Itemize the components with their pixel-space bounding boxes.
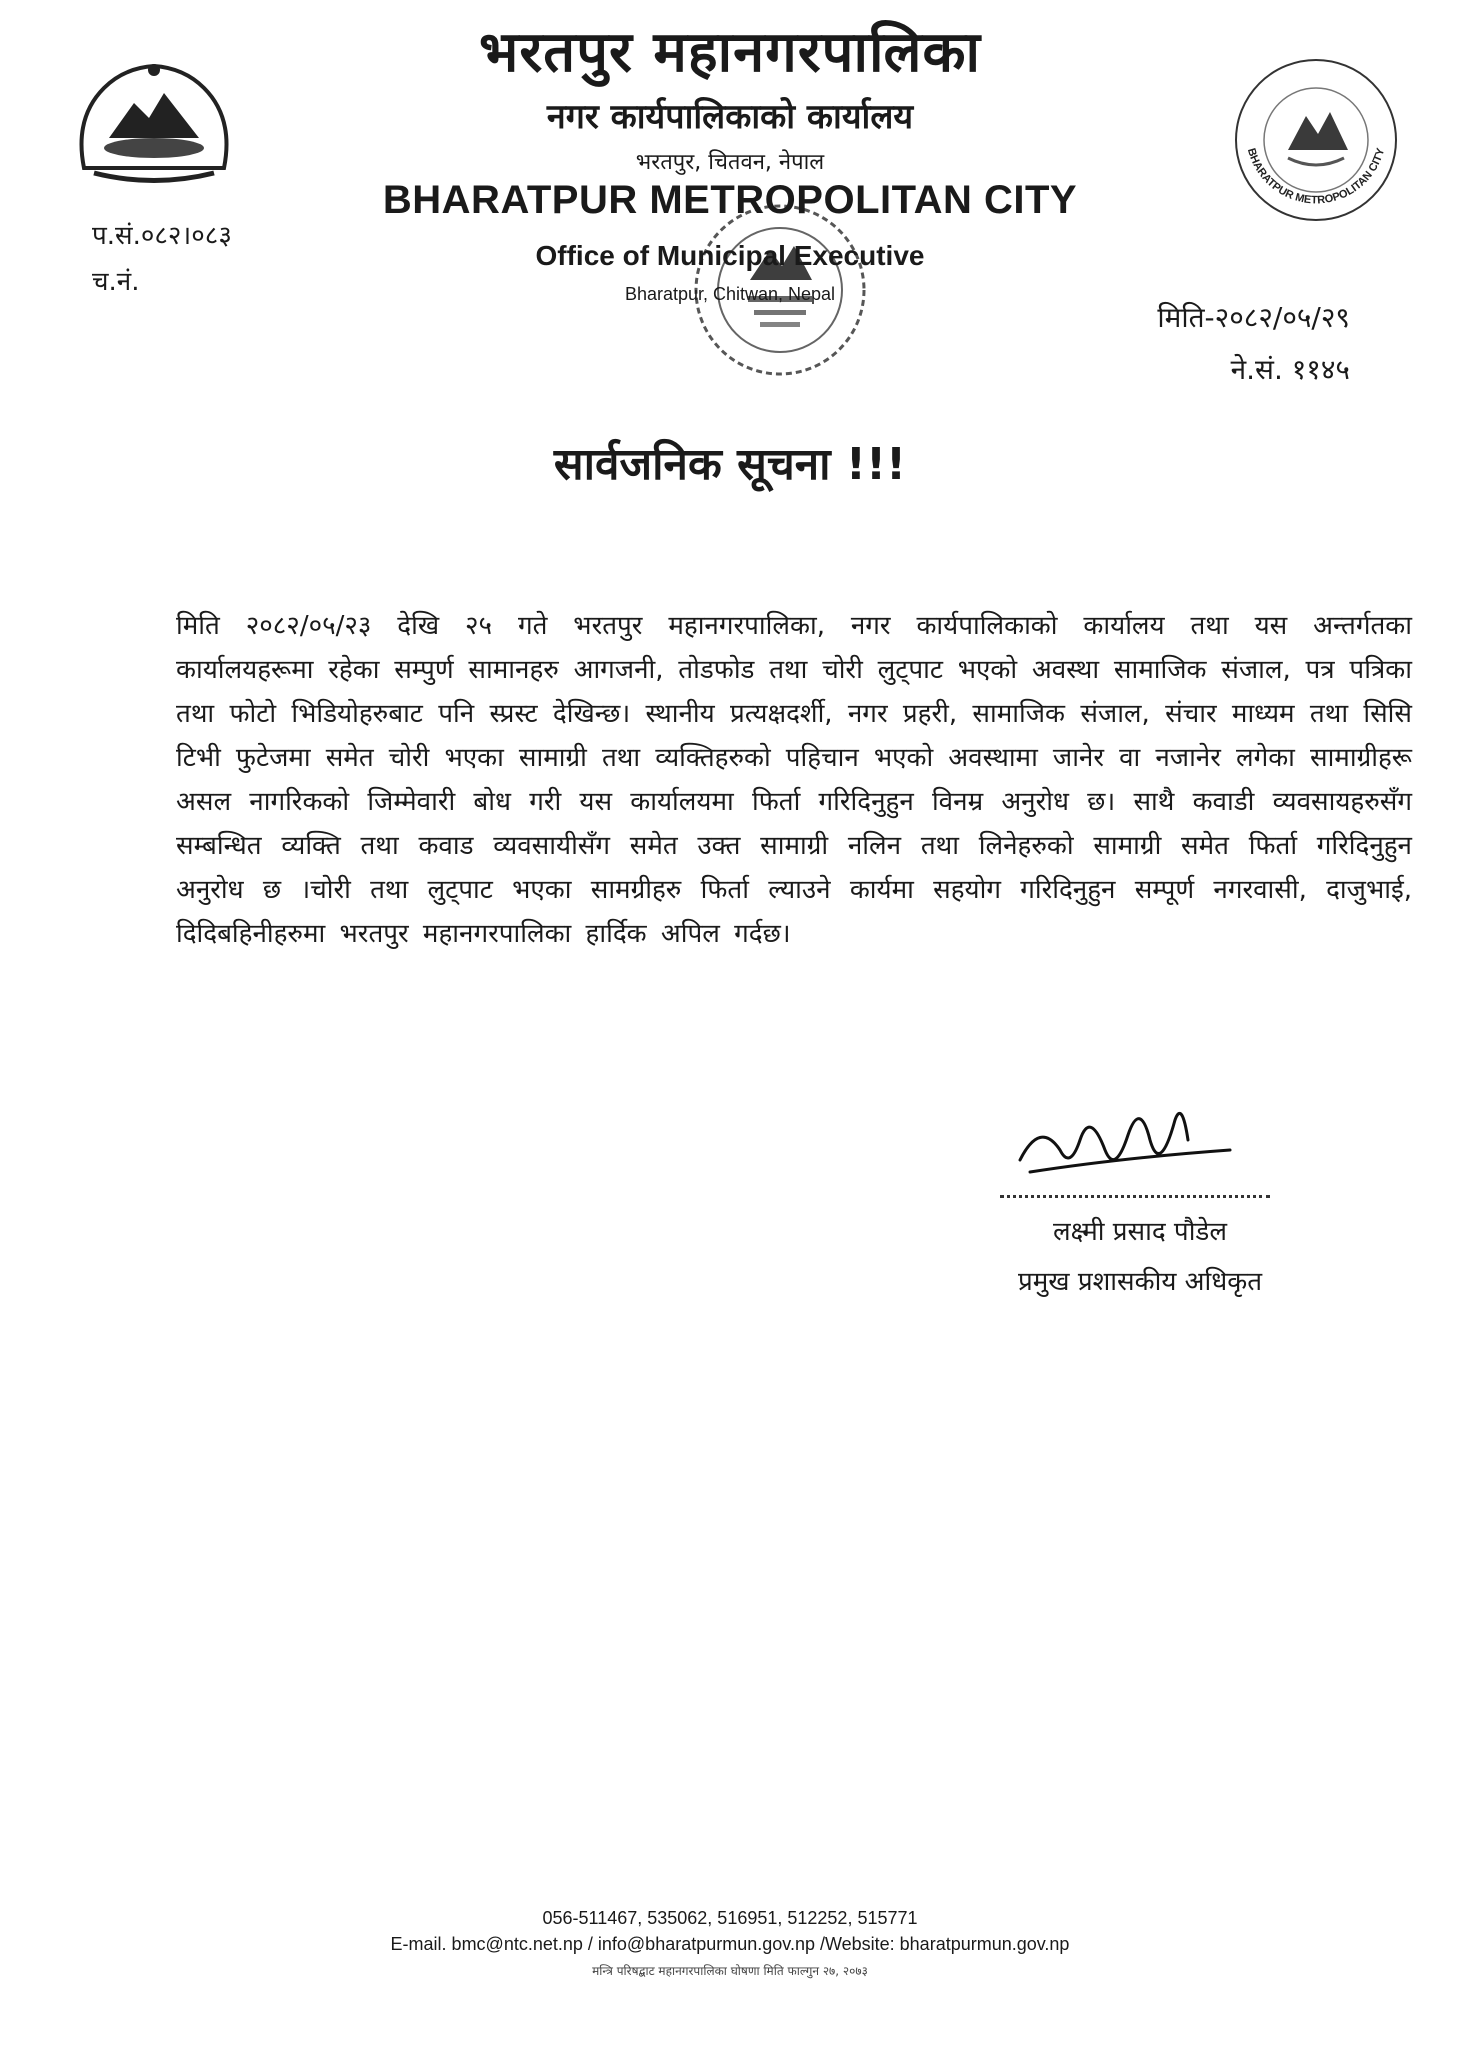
office-name-en: Office of Municipal Executive [535,240,925,271]
footer-declaration-note: मन्त्रि परिषद्बाट महानगरपालिका घोषणा मिति फाल्गुन २७, २०७३ [592,1964,868,1978]
org-name-en: BHARATPUR METROPOLITAN CITY [382,178,1078,222]
signature-icon [1010,1080,1240,1200]
seal-ring-text: BHARATPUR METROPOLITAN CITY [1244,146,1388,207]
nepal-sambat-date: ने.सं. ११४५ [1230,353,1350,386]
notice-title: सार्वजनिक सूचना !!! [553,439,907,490]
notice-body: मिति २०८२/०५/२३ देखि २५ गते भरतपुर महानगरपालिका, नगर कार्यपालिकाको कार्यालय तथा यस अन्तर्गतका कार्यालयहरूमा रहेका सम्पुर्ण सामानहरु आगजनी, तोडफोड तथा चोरी लुट्पाट भएको अवस्था सामाजिक संजाल, पत्र पत्रिका तथा फोटो भिडियोहरुबाट पनि स्प्रस्ट देखिन्छ। स्थानीय प्रत्यक्षदर्शी, नगर प्रहरी, सामाजिक संजाल, संचार माध्यम तथा सिसि टिभी फुटेजमा समेत चोरी भएका सामाग्री तथा व्यक्तिहरुको पहिचान भएको अवस्थामा जानेर वा नजानेर लगेका सामाग्रीहरू असल नागरिकको जिम्मेवारी बोध गरी यस कार्यालयमा फिर्ता गरिदिनुहुन विनम्र अनुरोध छ। साथै कवाडी व्यवसायहरुसँग सम्बन्धित व्यक्ति तथा कवाड व्यवसायीसँग समेत उक्त सामाग्री नलिन तथा लिनेहरुको सामाग्री समेत फिर्ता गरिदिनुहुन अनुरोध छ ।चोरी तथा लुट्पाट भएका सामग्रीहरु फिर्ता ल्याउने कार्यमा सहयोग गरिदिनुहुन सम्पूर्ण नगरवासी, दाजुभाई, दिदिबहिनीहरुमा भरतपुर महानगरपालिका हार्दिक अपिल गर्दछ। [176,611,1412,949]
reference-number: प.सं.०८२।०८३ [92,221,232,251]
org-name-np: भरतपुर महानगरपालिका [479,20,981,85]
signatory-title: प्रमुख प्रशासकीय अधिकृत [1017,1267,1263,1297]
footer-phone-numbers: 056-511467, 535062, 516951, 512252, 515771 [542,1908,918,1928]
signatory-name: लक्ष्मी प्रसाद पौडेल [1053,1217,1227,1247]
address-np: भरतपुर, चितवन, नेपाल [635,150,825,175]
notice-date: मिति-२०८२/०५/२९ [1157,301,1350,334]
office-name-np: नगर कार्यपालिकाको कार्यालय [546,97,914,137]
dispatch-number: च.नं. [92,267,140,297]
signature-dotted-line [1000,1195,1270,1198]
address-en: Bharatpur, Chitwan, Nepal [624,284,836,304]
footer-contact: E-mail. bmc@ntc.net.np / info@bharatpurmun.gov.np /Website: bharatpurmun.gov.np [390,1934,1070,1954]
